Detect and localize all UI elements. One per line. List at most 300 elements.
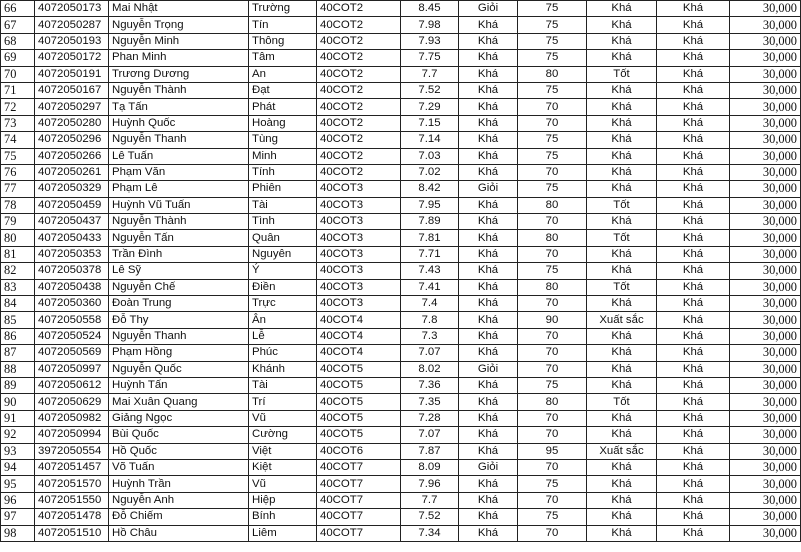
student-id: 4072050438 [35,279,109,295]
row-number: 74 [1,132,35,148]
class-code: 40COT3 [317,181,401,197]
gpa-score: 7.02 [401,164,459,180]
conduct-score: 75 [518,509,587,525]
scholarship-amount: 30,000 [730,197,801,213]
row-number: 84 [1,296,35,312]
overall-rank: Khá [657,312,730,328]
scholarship-amount: 30,000 [730,312,801,328]
row-number: 86 [1,328,35,344]
student-id: 4072050378 [35,263,109,279]
scholarship-amount: 30,000 [730,214,801,230]
student-last-name: Thông [249,33,317,49]
student-last-name: Tùng [249,132,317,148]
academic-rank: Khá [459,377,518,393]
scholarship-amount: 30,000 [730,230,801,246]
conduct-rank: Khá [587,328,657,344]
overall-rank: Khá [657,1,730,17]
conduct-rank: Khá [587,99,657,115]
student-last-name: Hiệp [249,492,317,508]
table-row [1,263,801,279]
student-last-name: Trường [249,1,317,17]
academic-rank: Khá [459,66,518,82]
row-number: 87 [1,345,35,361]
student-first-name: Huỳnh Quốc [109,115,249,131]
row-number: 89 [1,377,35,393]
student-first-name: Phạm Lê [109,181,249,197]
student-first-name: Phạm Hồng [109,345,249,361]
row-number: 97 [1,509,35,525]
student-id: 4072050360 [35,296,109,312]
class-code: 40COT2 [317,17,401,33]
table-row [1,443,801,459]
overall-rank: Khá [657,427,730,443]
student-last-name: Tâm [249,50,317,66]
student-last-name: Trí [249,394,317,410]
row-number: 72 [1,99,35,115]
student-id: 4072050569 [35,345,109,361]
academic-rank: Khá [459,246,518,262]
gpa-score: 7.07 [401,427,459,443]
gpa-score: 7.34 [401,525,459,541]
scholarship-amount: 30,000 [730,66,801,82]
conduct-score: 75 [518,476,587,492]
student-first-name: Trần Đình [109,246,249,262]
conduct-score: 75 [518,33,587,49]
scholarship-amount: 30,000 [730,509,801,525]
student-id: 4072050287 [35,17,109,33]
student-first-name: Nguyễn Trọng [109,17,249,33]
student-first-name: Nguyễn Minh [109,33,249,49]
conduct-rank: Khá [587,263,657,279]
table-row [1,197,801,213]
conduct-score: 75 [518,82,587,98]
scholarship-amount: 30,000 [730,394,801,410]
student-id: 4072050329 [35,181,109,197]
overall-rank: Khá [657,377,730,393]
student-first-name: Huỳnh Tấn [109,377,249,393]
row-number: 92 [1,427,35,443]
class-code: 40COT3 [317,197,401,213]
academic-rank: Khá [459,50,518,66]
class-code: 40COT2 [317,99,401,115]
scholarship-amount: 30,000 [730,459,801,475]
row-number: 77 [1,181,35,197]
gpa-score: 7.93 [401,33,459,49]
overall-rank: Khá [657,410,730,426]
student-last-name: Tài [249,377,317,393]
gpa-score: 7.29 [401,99,459,115]
student-last-name: Tài [249,197,317,213]
overall-rank: Khá [657,66,730,82]
table-row [1,99,801,115]
overall-rank: Khá [657,33,730,49]
class-code: 40COT2 [317,164,401,180]
table-row [1,33,801,49]
table-row [1,525,801,541]
conduct-rank: Khá [587,476,657,492]
student-id: 4072050433 [35,230,109,246]
table-row [1,115,801,131]
conduct-rank: Khá [587,427,657,443]
academic-rank: Khá [459,476,518,492]
conduct-rank: Khá [587,132,657,148]
conduct-rank: Khá [587,33,657,49]
class-code: 40COT3 [317,279,401,295]
student-first-name: Trương Dương [109,66,249,82]
scholarship-amount: 30,000 [730,263,801,279]
student-first-name: Đỗ Chiếm [109,509,249,525]
overall-rank: Khá [657,214,730,230]
scholarship-amount: 30,000 [730,476,801,492]
gpa-score: 7.4 [401,296,459,312]
student-id: 4072051550 [35,492,109,508]
gpa-score: 7.98 [401,17,459,33]
academic-rank: Giỏi [459,1,518,17]
gpa-score: 8.02 [401,361,459,377]
gpa-score: 7.89 [401,214,459,230]
student-last-name: Bính [249,509,317,525]
row-number: 93 [1,443,35,459]
row-number: 94 [1,459,35,475]
overall-rank: Khá [657,345,730,361]
student-first-name: Phạm Văn [109,164,249,180]
row-number: 83 [1,279,35,295]
student-last-name: Trực [249,296,317,312]
student-last-name: Kiệt [249,459,317,475]
table-row [1,181,801,197]
conduct-score: 80 [518,230,587,246]
overall-rank: Khá [657,492,730,508]
scholarship-amount: 30,000 [730,132,801,148]
student-last-name: Phát [249,99,317,115]
academic-rank: Khá [459,197,518,213]
student-first-name: Hồ Quốc [109,443,249,459]
scholarship-amount: 30,000 [730,525,801,541]
row-number: 76 [1,164,35,180]
scholarship-amount: 30,000 [730,181,801,197]
table-row [1,394,801,410]
student-first-name: Nguyễn Thanh [109,132,249,148]
student-first-name: Phan Minh [109,50,249,66]
row-number: 67 [1,17,35,33]
overall-rank: Khá [657,230,730,246]
student-last-name: Tính [249,164,317,180]
overall-rank: Khá [657,246,730,262]
student-last-name: Lễ [249,328,317,344]
row-number: 85 [1,312,35,328]
student-id: 4072050191 [35,66,109,82]
scholarship-amount: 30,000 [730,443,801,459]
scholarship-amount: 30,000 [730,279,801,295]
academic-rank: Giỏi [459,361,518,377]
conduct-rank: Khá [587,525,657,541]
academic-rank: Khá [459,33,518,49]
table-row [1,17,801,33]
gpa-score: 7.3 [401,328,459,344]
academic-rank: Khá [459,164,518,180]
conduct-score: 80 [518,197,587,213]
student-id: 4072050296 [35,132,109,148]
conduct-rank: Khá [587,345,657,361]
table-row [1,82,801,98]
student-first-name: Nguyễn Chế [109,279,249,295]
academic-rank: Khá [459,296,518,312]
student-first-name: Hồ Châu [109,525,249,541]
student-first-name: Huỳnh Vũ Tuấn [109,197,249,213]
scholarship-amount: 30,000 [730,410,801,426]
student-id: 4072050437 [35,214,109,230]
scholarship-amount: 30,000 [730,328,801,344]
row-number: 88 [1,361,35,377]
overall-rank: Khá [657,148,730,164]
table-row [1,410,801,426]
class-code: 40COT7 [317,492,401,508]
conduct-rank: Khá [587,164,657,180]
student-last-name: Minh [249,148,317,164]
row-number: 73 [1,115,35,131]
gpa-score: 7.87 [401,443,459,459]
student-id: 4072050193 [35,33,109,49]
scholarship-amount: 30,000 [730,296,801,312]
row-number: 79 [1,214,35,230]
row-number: 90 [1,394,35,410]
conduct-score: 75 [518,50,587,66]
conduct-score: 70 [518,115,587,131]
table-row [1,132,801,148]
row-number: 68 [1,33,35,49]
student-id: 4072050612 [35,377,109,393]
conduct-score: 75 [518,263,587,279]
overall-rank: Khá [657,132,730,148]
student-last-name: Vũ [249,410,317,426]
student-first-name: Nguyễn Tấn [109,230,249,246]
student-id: 4072051570 [35,476,109,492]
academic-rank: Khá [459,230,518,246]
student-id: 4072050459 [35,197,109,213]
academic-rank: Khá [459,312,518,328]
student-id: 4072050524 [35,328,109,344]
student-last-name: Việt [249,443,317,459]
student-id: 4072050982 [35,410,109,426]
gpa-score: 7.15 [401,115,459,131]
conduct-score: 70 [518,99,587,115]
class-code: 40COT4 [317,328,401,344]
conduct-score: 70 [518,164,587,180]
class-code: 40COT2 [317,148,401,164]
student-last-name: Ân [249,312,317,328]
student-id: 4072050173 [35,1,109,17]
class-code: 40COT7 [317,459,401,475]
student-id: 4072050558 [35,312,109,328]
student-id: 4072050629 [35,394,109,410]
student-first-name: Đỗ Thy [109,312,249,328]
class-code: 40COT2 [317,33,401,49]
student-first-name: Nguyễn Quốc [109,361,249,377]
table-row [1,377,801,393]
row-number: 70 [1,66,35,82]
student-id: 4072050280 [35,115,109,131]
academic-rank: Khá [459,279,518,295]
table-row [1,50,801,66]
table-row [1,476,801,492]
overall-rank: Khá [657,459,730,475]
overall-rank: Khá [657,82,730,98]
table-row [1,361,801,377]
student-last-name: Vũ [249,476,317,492]
conduct-rank: Tốt [587,230,657,246]
conduct-score: 70 [518,328,587,344]
academic-rank: Khá [459,345,518,361]
conduct-rank: Khá [587,148,657,164]
conduct-score: 70 [518,246,587,262]
class-code: 40COT2 [317,115,401,131]
scholarship-amount: 30,000 [730,427,801,443]
row-number: 98 [1,525,35,541]
table-row [1,296,801,312]
table-row [1,345,801,361]
conduct-score: 75 [518,377,587,393]
gpa-score: 7.07 [401,345,459,361]
class-code: 40COT5 [317,410,401,426]
academic-rank: Khá [459,132,518,148]
row-number: 71 [1,82,35,98]
conduct-score: 70 [518,525,587,541]
scholarship-amount: 30,000 [730,82,801,98]
class-code: 40COT7 [317,509,401,525]
gpa-score: 7.7 [401,492,459,508]
table-row [1,279,801,295]
table-row [1,509,801,525]
overall-rank: Khá [657,99,730,115]
class-code: 40COT2 [317,82,401,98]
row-number: 82 [1,263,35,279]
row-number: 91 [1,410,35,426]
conduct-rank: Khá [587,296,657,312]
conduct-rank: Khá [587,214,657,230]
gpa-score: 7.28 [401,410,459,426]
overall-rank: Khá [657,164,730,180]
conduct-rank: Khá [587,17,657,33]
class-code: 40COT5 [317,377,401,393]
student-first-name: Mai Nhật [109,1,249,17]
row-number: 81 [1,246,35,262]
scholarship-amount: 30,000 [730,33,801,49]
table-row [1,492,801,508]
student-first-name: Nguyễn Thành [109,82,249,98]
class-code: 40COT6 [317,443,401,459]
conduct-rank: Xuất sắc [587,312,657,328]
conduct-score: 75 [518,132,587,148]
conduct-rank: Tốt [587,279,657,295]
gpa-score: 7.96 [401,476,459,492]
student-last-name: Đạt [249,82,317,98]
gpa-score: 7.52 [401,82,459,98]
scholarship-amount: 30,000 [730,148,801,164]
student-last-name: Nguyên [249,246,317,262]
conduct-score: 80 [518,66,587,82]
academic-rank: Khá [459,115,518,131]
class-code: 40COT2 [317,66,401,82]
overall-rank: Khá [657,443,730,459]
student-id: 4072051510 [35,525,109,541]
gpa-score: 7.8 [401,312,459,328]
class-code: 40COT7 [317,476,401,492]
gpa-score: 7.71 [401,246,459,262]
conduct-score: 70 [518,345,587,361]
scholarship-amount: 30,000 [730,17,801,33]
academic-rank: Khá [459,492,518,508]
table-row [1,427,801,443]
overall-rank: Khá [657,361,730,377]
academic-rank: Khá [459,214,518,230]
conduct-score: 75 [518,148,587,164]
student-first-name: Nguyễn Thành [109,214,249,230]
conduct-rank: Khá [587,50,657,66]
gpa-score: 7.75 [401,50,459,66]
class-code: 40COT2 [317,132,401,148]
class-code: 40COT3 [317,214,401,230]
overall-rank: Khá [657,50,730,66]
student-first-name: Lê Tuấn [109,148,249,164]
table-row [1,459,801,475]
gpa-score: 7.41 [401,279,459,295]
row-number: 69 [1,50,35,66]
scholarship-amount: 30,000 [730,164,801,180]
gpa-score: 7.81 [401,230,459,246]
scholarship-amount: 30,000 [730,377,801,393]
row-number: 75 [1,148,35,164]
gpa-score: 8.45 [401,1,459,17]
academic-rank: Khá [459,82,518,98]
table-row [1,1,801,17]
academic-rank: Khá [459,410,518,426]
conduct-score: 80 [518,279,587,295]
student-first-name: Huỳnh Trần [109,476,249,492]
academic-rank: Khá [459,394,518,410]
student-first-name: Bùi Quốc [109,427,249,443]
gpa-score: 7.95 [401,197,459,213]
conduct-rank: Khá [587,1,657,17]
conduct-score: 70 [518,492,587,508]
student-id: 4072050172 [35,50,109,66]
class-code: 40COT3 [317,263,401,279]
conduct-rank: Khá [587,361,657,377]
conduct-score: 80 [518,394,587,410]
scholarship-amount: 30,000 [730,115,801,131]
table-row [1,230,801,246]
student-id: 4072050167 [35,82,109,98]
student-last-name: An [249,66,317,82]
academic-rank: Khá [459,509,518,525]
table-row [1,214,801,230]
conduct-score: 70 [518,361,587,377]
student-first-name: Nguyễn Anh [109,492,249,508]
class-code: 40COT5 [317,394,401,410]
scholarship-amount: 30,000 [730,1,801,17]
conduct-rank: Tốt [587,197,657,213]
class-code: 40COT4 [317,345,401,361]
student-id: 4072050997 [35,361,109,377]
overall-rank: Khá [657,509,730,525]
student-first-name: Nguyễn Thanh [109,328,249,344]
student-id: 3972050554 [35,443,109,459]
class-code: 40COT5 [317,427,401,443]
student-first-name: Tạ Tấn [109,99,249,115]
gpa-score: 7.43 [401,263,459,279]
student-last-name: Tình [249,214,317,230]
scholarship-amount: 30,000 [730,99,801,115]
conduct-rank: Xuất sắc [587,443,657,459]
